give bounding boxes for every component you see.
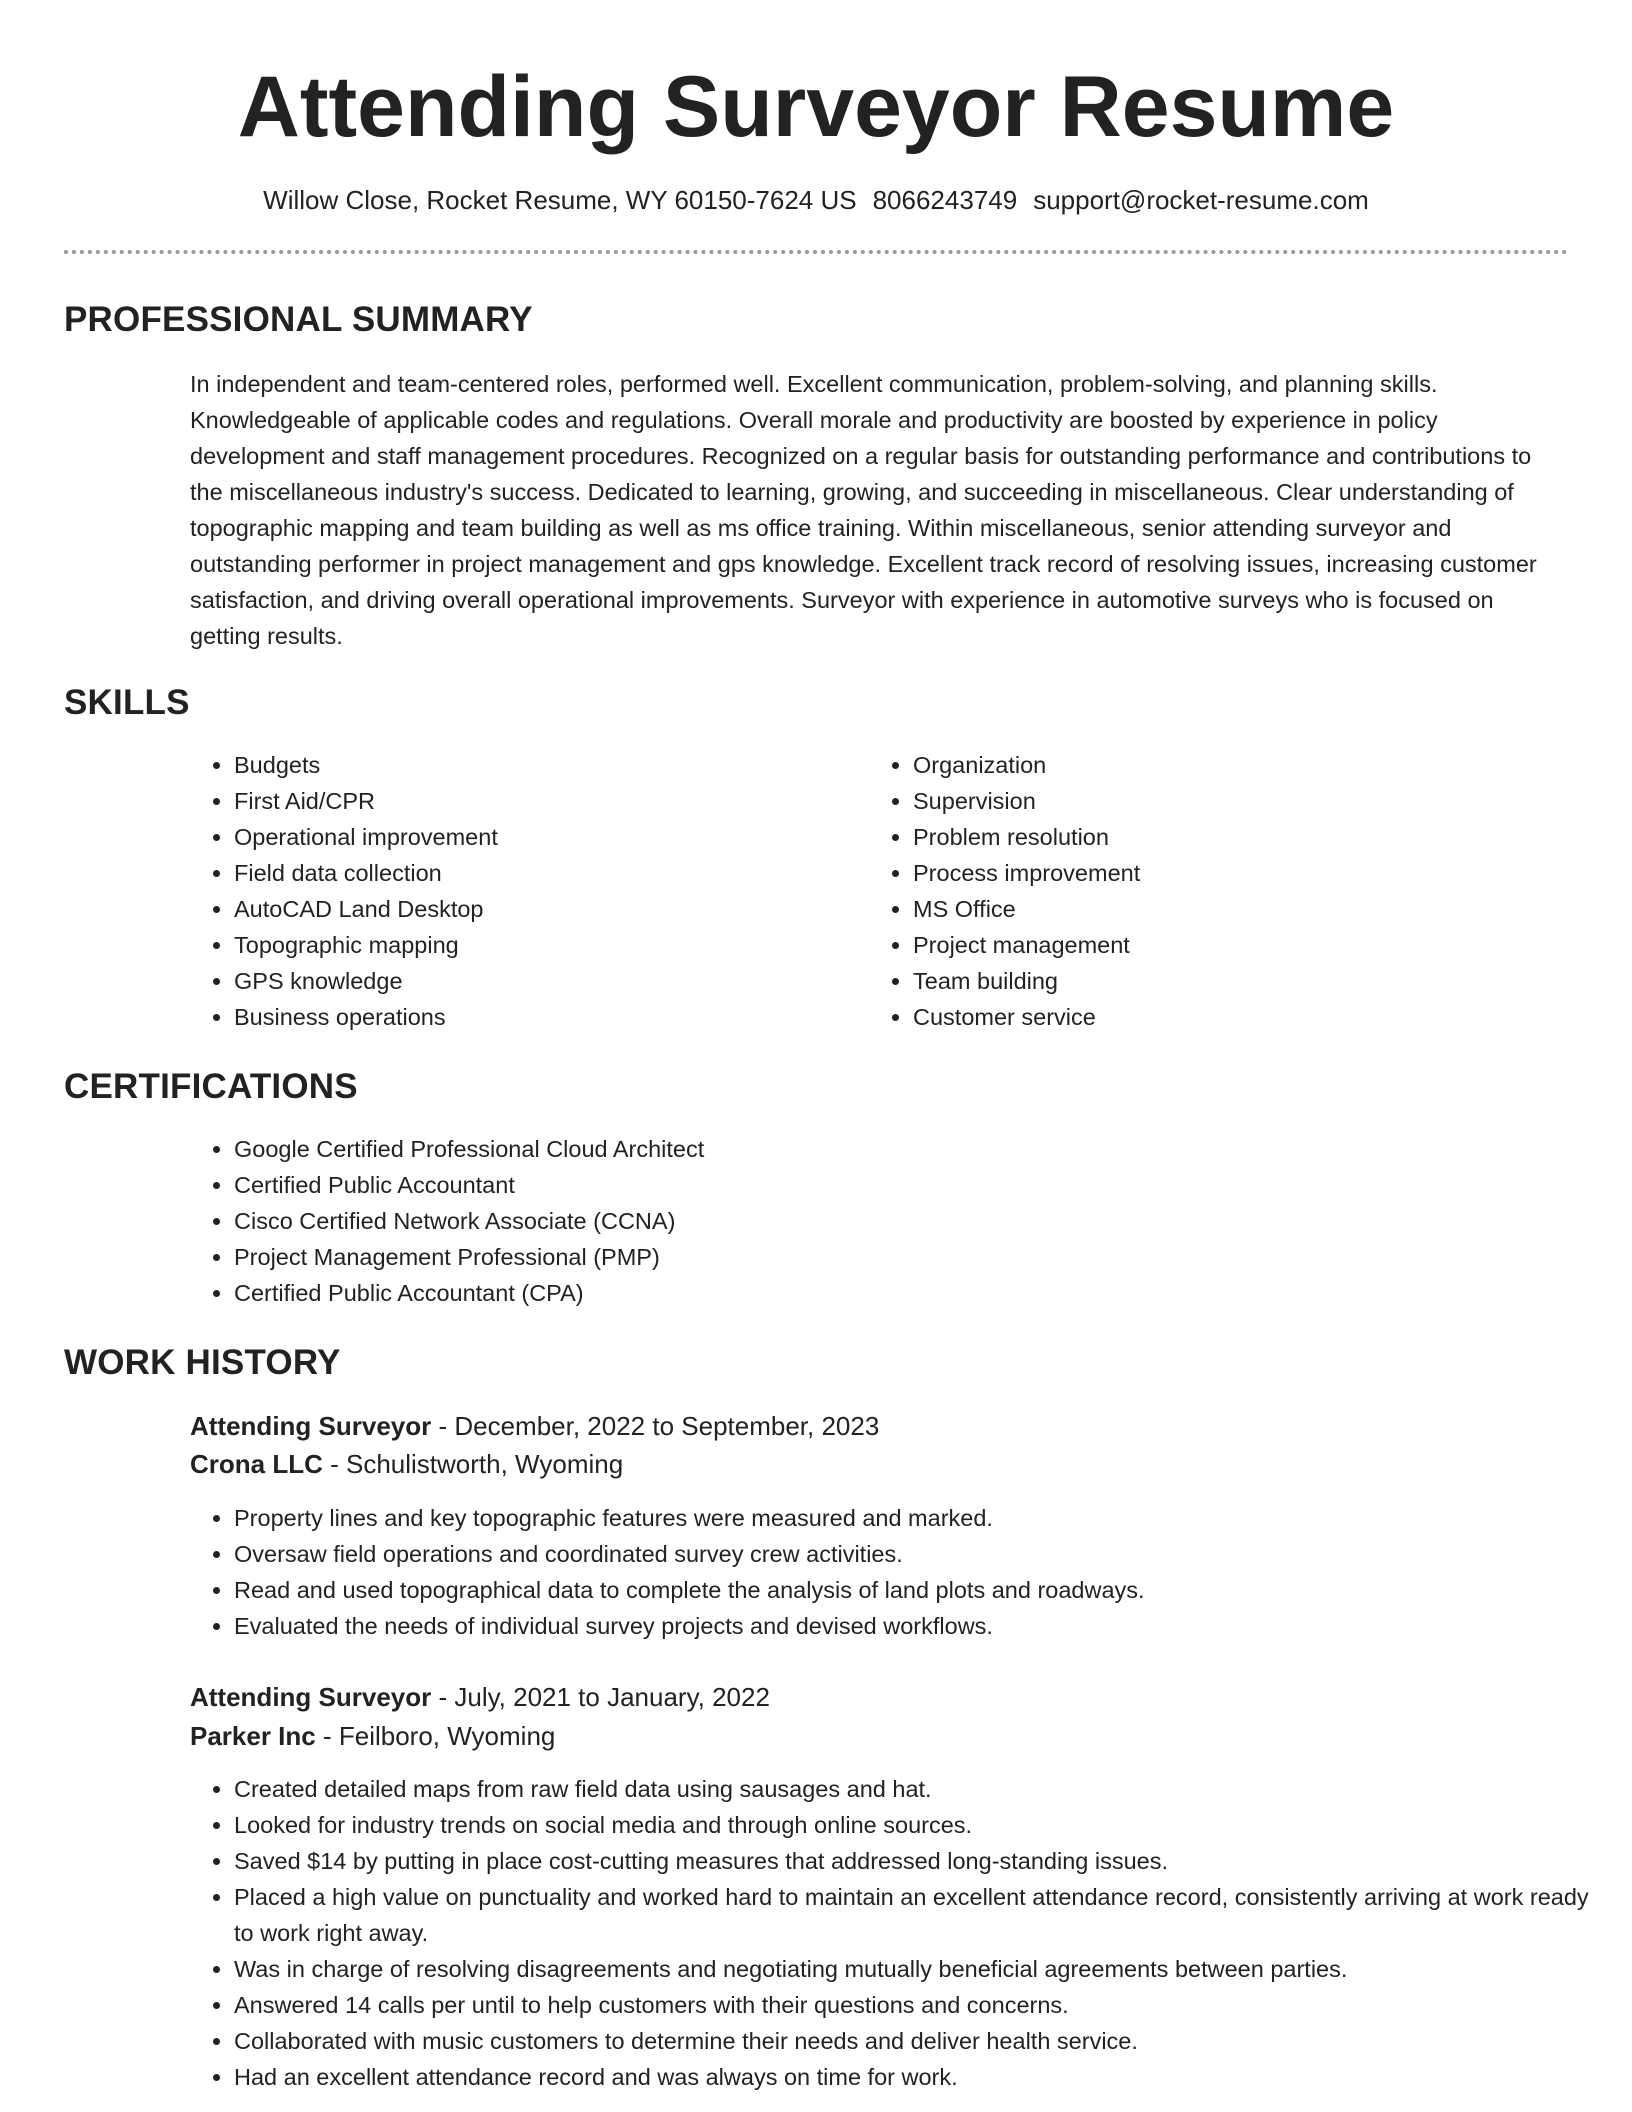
job-bullet: • Evaluated the needs of individual survey projects and devised workflows. bbox=[234, 1608, 1614, 1644]
skill-item: • Topographic mapping bbox=[234, 927, 854, 963]
job-bullet: • Collaborated with music customers to determine their needs and deliver health service. bbox=[234, 2023, 1614, 2059]
certification-item: • Certified Public Accountant bbox=[234, 1167, 1534, 1203]
job-title-line bbox=[190, 1407, 879, 1445]
job-title: Attending Surveyor bbox=[190, 1682, 432, 1712]
job-bullet: • Had an excellent attendance record and was always on time for work. bbox=[234, 2059, 1614, 2095]
job-bullet: • Property lines and key topographic features were measured and marked. bbox=[234, 1500, 1614, 1536]
job-bullet: • Oversaw field operations and coordinated survey crew activities. bbox=[234, 1536, 1614, 1572]
job-bullet: • Looked for industry trends on social media and through online sources. bbox=[234, 1807, 1614, 1843]
skill-item: • Supervision bbox=[913, 783, 1533, 819]
job-title-line bbox=[190, 1678, 770, 1716]
certification-item: • Cisco Certified Network Associate (CCNA) bbox=[234, 1203, 1534, 1239]
job-bullets bbox=[190, 1500, 1614, 1644]
skill-item: • Budgets bbox=[234, 747, 854, 783]
skill-item: • Organization bbox=[913, 747, 1533, 783]
skill-item: • Team building bbox=[913, 963, 1533, 999]
skill-item: • MS Office bbox=[913, 891, 1533, 927]
job-location: - Schulistworth, Wyoming bbox=[322, 1449, 624, 1479]
work-history-heading: WORK HISTORY bbox=[64, 1343, 341, 1382]
job-company-line bbox=[190, 1445, 623, 1483]
skill-item: • GPS knowledge bbox=[234, 963, 854, 999]
job-company: Parker Inc bbox=[190, 1721, 316, 1751]
skills-list-right bbox=[869, 747, 1533, 1035]
summary-text: In independent and team-centered roles, performed well. Excellent communication, problem-solving, and planning skills. Knowledgeable of applicable codes and regulations. Overall morale and productivity are boosted by experience in policy development and staff management procedures. Recognized on a regular basis for outstanding performance and contributions to the miscellaneous industry's success. Dedicated to learning, growing, and succeeding in miscellaneous. Clear understanding of topographic mapping and team building as well as ms office training. Within miscellaneous, senior attending surveyor and outstanding performer in project management and gps knowledge. Excellent track record of resolving issues, increasing customer satisfaction, and driving overall operational improvements. Surveyor with experience in automotive surveys who is focused on getting results. bbox=[190, 371, 1537, 649]
certification-item: • Project Management Professional (PMP) bbox=[234, 1239, 1534, 1275]
skill-item: • Project management bbox=[913, 927, 1533, 963]
job-title: Attending Surveyor bbox=[190, 1411, 432, 1441]
skill-item: • Business operations bbox=[234, 999, 854, 1035]
certification-item: • Certified Public Accountant (CPA) bbox=[234, 1275, 1534, 1311]
skill-item: • Customer service bbox=[913, 999, 1533, 1035]
contact-email: support@rocket-resume.com bbox=[1033, 185, 1369, 215]
certifications-list bbox=[190, 1131, 1534, 1311]
job-bullet: • Placed a high value on punctuality and worked hard to maintain an excellent attendance record, consistently arriving at work ready to work right away. bbox=[234, 1879, 1614, 1951]
certifications-heading: CERTIFICATIONS bbox=[64, 1067, 358, 1106]
skill-item: • First Aid/CPR bbox=[234, 783, 854, 819]
job-location: - Feilboro, Wyoming bbox=[315, 1721, 556, 1751]
skill-item: • Operational improvement bbox=[234, 819, 854, 855]
job-bullet: • Saved $14 by putting in place cost-cutting measures that addressed long-standing issues. bbox=[234, 1843, 1614, 1879]
summary-heading: PROFESSIONAL SUMMARY bbox=[64, 300, 533, 339]
contact-address: Willow Close, Rocket Resume, WY 60150-7624 US bbox=[263, 185, 857, 215]
skill-item: • Process improvement bbox=[913, 855, 1533, 891]
job-company-line bbox=[190, 1717, 555, 1755]
contact-phone: 8066243749 bbox=[872, 185, 1018, 215]
job-company: Crona LLC bbox=[190, 1449, 323, 1479]
contact-line bbox=[0, 180, 1632, 220]
skill-item: • Field data collection bbox=[234, 855, 854, 891]
job-dates: - December, 2022 to September, 2023 bbox=[431, 1411, 880, 1441]
job-bullet: • Answered 14 calls per until to help customers with their questions and concerns. bbox=[234, 1987, 1614, 2023]
header-divider bbox=[64, 250, 1568, 254]
skill-item: • Problem resolution bbox=[913, 819, 1533, 855]
skills-heading: SKILLS bbox=[64, 683, 190, 722]
skills-list-left bbox=[190, 747, 854, 1035]
skill-item: • AutoCAD Land Desktop bbox=[234, 891, 854, 927]
job-bullet: • Was in charge of resolving disagreements and negotiating mutually beneficial agreements between parties. bbox=[234, 1951, 1614, 1987]
job-bullet: • Read and used topographical data to complete the analysis of land plots and roadways. bbox=[234, 1572, 1614, 1608]
certification-item: • Google Certified Professional Cloud Architect bbox=[234, 1131, 1534, 1167]
resume-title: Attending Surveyor Resume bbox=[237, 59, 1395, 155]
job-dates: - July, 2021 to January, 2022 bbox=[431, 1682, 770, 1712]
job-bullets bbox=[190, 1771, 1614, 2095]
job-bullet: • Created detailed maps from raw field data using sausages and hat. bbox=[234, 1771, 1614, 1807]
